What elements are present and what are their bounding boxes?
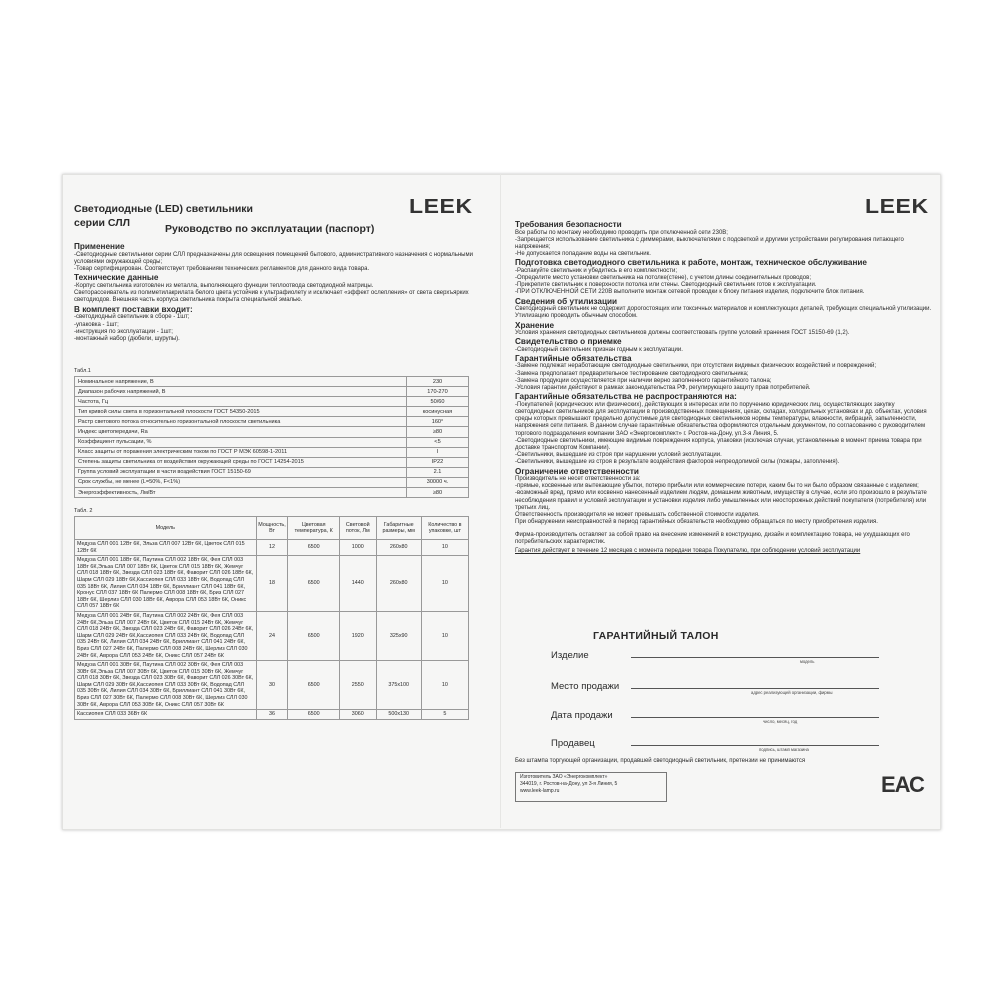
model-power: 12: [256, 540, 288, 556]
spec-row: [75, 467, 469, 477]
spec-name: Степень защиты светильника от воздействия окружающей среды по ГОСТ 14254-2015: [75, 457, 407, 467]
spec-name: Группа условий эксплуатации в части воздействия ГОСТ 15150-69: [75, 467, 407, 477]
model-model: Медуза СЛЛ 001 18Вт 6К, Паутина СЛЛ 002 18Вт 6К, Фея СЛЛ 003 18Вт 6К,Эльза СЛЛ 007 18Вт 6К, Цветок СЛЛ 015 18Вт 6К, Жемчуг СЛЛ 018 18Вт 6К, Звезда СЛЛ 023 18Вт 6К, Фаворит СЛЛ 026 18Вт 6К, Шарм СЛЛ 029 18Вт 6К,Кассиопея СЛЛ 033 18Вт 6К, Водопад СЛЛ 035 18Вт 6К, Лилия СЛЛ 034 18Вт 6К, Бриллиант СЛЛ 041 18Вт 6К, Кронус СЛЛ 037 18Вт 6К Палермо СЛЛ 008 18Вт 6К, Бриз СЛЛ 027 18Вт 6К, Шерлиз СЛЛ 030 18Вт 6К, Аврора СЛЛ 053 18Вт 6К, Оникс СЛЛ 057 18Вт 6К: [75, 556, 257, 612]
model-qty: 10: [421, 661, 468, 710]
col-qty: Количество в упаковке, шт: [421, 517, 468, 540]
gt-seller-line[interactable]: [631, 745, 879, 746]
manufacturer-box: Изготовитель ЗАО «Энергокомплект» 344019, г. Ростов-на-Дону, ул 3-я Линия, 5 www.leek-lamp.ru: [515, 772, 667, 802]
stamp-note: Без штампа торгующей организации, продавшей светодиодный светильник, претензии не принимаются: [515, 758, 806, 764]
model-row: [75, 710, 469, 720]
spec-row: [75, 437, 469, 447]
spec-name: Индекс цветопередачи, Ra: [75, 427, 407, 437]
gt-place-line[interactable]: [631, 688, 879, 689]
model-temp: 6500: [288, 710, 339, 720]
gt-product-line[interactable]: [631, 657, 879, 658]
gt-place-sub: адрес реализующей организации, фирмы: [751, 690, 833, 695]
spec-row: [75, 397, 469, 407]
doc-title: Светодиодные (LED) светильники серии СЛЛ: [74, 203, 254, 229]
spec-name: Частота, Гц: [75, 397, 407, 407]
model-size: 325x90: [376, 611, 421, 660]
doc-subtitle: Руководство по эксплуатации (паспорт): [165, 223, 375, 235]
spec-name: Номинальное напряжение, В: [75, 377, 407, 387]
spec-value: IP22: [407, 457, 469, 467]
application-section: Применение -Светодиодные светильники серии СЛЛ предназначены для освещения помещений бытового, административного назначения с нормальными условиями окружающей среды; -Товар сертифицирован. Соответствует требованиям технических регламентов для данного вида товара. Технические данные -Корпус светильника изготовлен из металла, выполняющего функции теплоотвода светодиодной матрицы. Светорассеиватель из полиметилакрилата белого цвета устойчив к ультрафиолету и исключает «эффект ослепления» от света сверхъярких светодиодов. Внешняя часть корпуса светильника покрыта специальной эмалью. В комплект поставки входит: -светодиодный светильник в сборе - 1шт; -упаковка - 1шт; -инструкция по эксплуатации - 1шт; -монтажный набор (дюбели, шурупы).: [74, 242, 473, 343]
left-page: [63, 175, 500, 829]
brand-logo-right: LEEK: [865, 196, 929, 218]
model-power: 18: [256, 556, 288, 612]
spec-row: [75, 407, 469, 417]
spec-row: [75, 477, 469, 487]
spec-row: [75, 457, 469, 467]
spec-name: Растр светового потока относительно горизонтальной плоскости светильника: [75, 417, 407, 427]
spec-row: [75, 488, 469, 498]
model-flux: 1000: [339, 540, 376, 556]
gt-product-label: Изделие: [551, 650, 589, 661]
spec-row: [75, 417, 469, 427]
spec-name: Энергоэффективность, Лм/Вт: [75, 488, 407, 498]
gt-date-line[interactable]: [631, 717, 879, 718]
model-model: Медуза СЛЛ 001 24Вт 6К, Паутина СЛЛ 002 24Вт 6К, Фея СЛЛ 003 24Вт 6К,Эльза СЛЛ 007 24Вт 6К, Цветок СЛЛ 015 24Вт 6К, Жемчуг СЛЛ 018 24Вт 6К, Звезда СЛЛ 023 24Вт 6К, Фаворит СЛЛ 026 24Вт 6К, Шарм СЛЛ 029 24Вт 6К,Кассиопея СЛЛ 033 24Вт 6К, Водопад СЛЛ 035 24Вт 6К, Лилия СЛЛ 034 24Вт 6К, Бриллиант СЛЛ 041 24Вт 6К, Бриз СЛЛ 027 24Вт 6К, Палермо СЛЛ 008 24Вт 6К, Шерлиз СЛЛ 030 24Вт 6К, Аврора СЛЛ 053 24Вт 6К, Оникс СЛЛ 057 24Вт 6К: [75, 611, 257, 660]
model-temp: 6500: [288, 556, 339, 612]
brand-logo: LEEK: [409, 196, 473, 218]
warranty-card-title: ГАРАНТИЙНЫЙ ТАЛОН: [593, 630, 719, 642]
spec-name: Класс защиты от поражения электрическим током по ГОСТ Р МЭК 60598-1-2011: [75, 447, 407, 457]
models-table: [74, 516, 469, 720]
model-size: 500x130: [376, 710, 421, 720]
gt-seller-label: Продавец: [551, 738, 595, 749]
spec-value: ≥80: [407, 427, 469, 437]
spec-row: [75, 387, 469, 397]
model-row: [75, 661, 469, 710]
gt-product-sub: модель: [800, 659, 815, 664]
eac-mark-icon: ЕАС: [881, 772, 924, 797]
model-power: 24: [256, 611, 288, 660]
col-temp: Цветовая температура, К: [288, 517, 339, 540]
spec-value: косинусная: [407, 407, 469, 417]
model-model: Медуза СЛЛ 001 12Вт 6К, Эльза СЛЛ 007 12Вт 6К, Цветок СЛЛ 015 12Вт 6К: [75, 540, 257, 556]
spec-name: Коэффициент пульсации, %: [75, 437, 407, 447]
gt-date-sub: число, месяц, год: [763, 719, 798, 724]
model-size: 260x80: [376, 540, 421, 556]
right-sections: Требования безопасности Все работы по монтажу необходимо проводить при отключенной сети 230В; -Запрещается использование светильника с диммерами, выключателями с подсветкой и другими устройствами регулирования питающего напряжения; -Не допускается попадание воды на светильник. Подготовка светодиодного светильника к работе, монтаж, техническое обслуживание -Распакуйте светильник и убедитесь в его комплектности; -Определите место установки светильника на потолке(стене), с учетом длины соединительных проводов; -Прикрепите светильник к поверхности потолка или стены. Светодиодный светильник готов к эксплуатации. -ПРИ ОТКЛЮЧЕННОЙ СЕТИ 220В выполните монтаж сетевой проводки к блоку питания изделия, подключите блок питания. Сведения об утилизации Светодиодный светильник не содержит дорогостоящих или токсичных материалов и комплектующих деталей, требующих специальной утилизации. Утилизацию проводить обычным способом. Хранение Условия хранения светодиодных светильников должны соответствовать группе условий хранения ГОСТ 15150-69 (1,2). Свидетельство о приемке -Светодиодный светильник признан годным к эксплуатации. Гарантийные обязательства -Замене подлежат неработающие светодиодные светильники, при отсутствии видимых физических воздействий и повреждений; -Замена предполагает предварительное тестирование светодиодного светильника; -Замена продукции осуществляется при наличии верно заполненного гарантийного талона; -Условия гарантии действуют в рамках законодательства РФ, регулирующего защиту прав потребителей. Гарантийные обязательства не распространяются на: -Покупателей (юридических или физических), действующих в интересах или по поручению юридических лиц, осуществляющих закупку светодиодных светильников для эксплуатации в производственных помещениях, цехах, складах, холодильных установках и др. объектах, условия среды которых превышают предельно допустимые для светодиодных светильников нормы температуры, влажности, вибраций, запыленности, напряжения сети питания. В данном случае гарантийные обязательства оформляются отдельным документом, по согласованию с руководителем торгового подразделения компании ЗАО «Энергокомплект» г. Ростов-на-Дону, ул.3-я Линия, 5. -Светодиодные светильники, имеющие видимые повреждения корпуса, упаковки (исключая случаи, установленные в момент приема товара при доставке транспортом Компании). -Светильники, вышедшие из строя при нарушении условий эксплуатации. -Светильники, вышедшие из строя в результате воздействия факторов непреодолимой силы (пожары, затопления). Ограничение ответственности Производитель не несет ответственности за: -прямые, косвенные или вытекающие убытки, потерю прибыли или коммерческие потери, каким бы то ни было образом связанные с изделием; -возможный вред, прямо или косвенно нанесенный изделием людям, домашним животным, имуществу в случае, если это произошло в результате несоблюдения правил и условий эксплуатации и установки изделия либо умышленных или неосторожных действий покупателя (потребителя) или третьих лиц. Ответственность производителя не может превышать собственной стоимости изделия. При обнаружении неисправностей в период гарантийных обязательств необходимо обращаться по месту приобретения изделия. Фирма-производитель оставляет за собой право на внесение изменений в конструкцию, дизайн и комплектацию товара, не ухудшающих его потребительских характеристик. Гарантия действует в течение 12 месяцев с момента передачи товара Покупателю, при соблюдении условий эксплуатации: [515, 220, 932, 554]
model-flux: 1440: [339, 556, 376, 612]
model-row: [75, 540, 469, 556]
right-page: [501, 175, 940, 829]
spec-value: <5: [407, 437, 469, 447]
model-temp: 6500: [288, 661, 339, 710]
spec-row: [75, 447, 469, 457]
col-model: Модель: [75, 517, 257, 540]
table2-caption: Табл. 2: [74, 508, 93, 514]
spec-name: Диапазон рабочих напряжений, В: [75, 387, 407, 397]
model-flux: 1920: [339, 611, 376, 660]
passport-sheet: [62, 174, 941, 830]
model-qty: 10: [421, 540, 468, 556]
spec-value: 160°: [407, 417, 469, 427]
model-flux: 2550: [339, 661, 376, 710]
spec-value: 2.1: [407, 467, 469, 477]
model-power: 30: [256, 661, 288, 710]
gt-seller-sub: подпись, штамп магазина: [759, 747, 809, 752]
col-power: Мощность, Вт: [256, 517, 288, 540]
model-qty: 10: [421, 611, 468, 660]
spec-value: I: [407, 447, 469, 457]
model-row: [75, 556, 469, 612]
model-power: 36: [256, 710, 288, 720]
model-flux: 3060: [339, 710, 376, 720]
spec-value: 230: [407, 377, 469, 387]
spec-name: Тип кривой силы света в горизонтальной плоскости ГОСТ 54350-2015: [75, 407, 407, 417]
model-size: 260x80: [376, 556, 421, 612]
model-model: Медуза СЛЛ 001 30Вт 6К, Паутина СЛЛ 002 30Вт 6К, Фея СЛЛ 003 30Вт 6К,Эльза СЛЛ 007 30Вт 6К, Цветок СЛЛ 015 30Вт 6К, Жемчуг СЛЛ 018 30Вт 6К, Звезда СЛЛ 023 30Вт 6К, Фаворит СЛЛ 026 30Вт 6К, Шарм СЛЛ 029 30Вт 6К,Кассиопея СЛЛ 033 30Вт 6К, Водопад СЛЛ 035 30Вт 6К, Лилия СЛЛ 034 30Вт 6К, Бриллиант СЛЛ 041 30Вт 6К, Бриз СЛЛ 027 30Вт 6К, Палермо СЛЛ 008 30Вт 6К, Шерлиз СЛЛ 030 30Вт 6К, Аврора СЛЛ 053 30Вт 6К, Оникс СЛЛ 057 30Вт 6К: [75, 661, 257, 710]
spec-value: ≥80: [407, 488, 469, 498]
table1-caption: Табл.1: [74, 368, 91, 374]
col-flux: Световой поток, Лм: [339, 517, 376, 540]
model-temp: 6500: [288, 540, 339, 556]
model-size: 375x100: [376, 661, 421, 710]
gt-place-label: Место продажи: [551, 681, 620, 692]
specs-table: [74, 376, 469, 498]
page-fold: [500, 174, 501, 828]
spec-name: Срок службы, не менее (L=50%, F<1%): [75, 477, 407, 487]
model-qty: 10: [421, 556, 468, 612]
model-qty: 5: [421, 710, 468, 720]
model-temp: 6500: [288, 611, 339, 660]
model-model: Кассиопея СЛЛ 033 36Вт 6К: [75, 710, 257, 720]
spec-row: [75, 377, 469, 387]
spec-row: [75, 427, 469, 437]
spec-value: 50/60: [407, 397, 469, 407]
model-row: [75, 611, 469, 660]
spec-value: 170-270: [407, 387, 469, 397]
col-size: Габаритные размеры, мм: [376, 517, 421, 540]
gt-date-label: Дата продажи: [551, 710, 613, 721]
spec-value: 30000 ч.: [407, 477, 469, 487]
